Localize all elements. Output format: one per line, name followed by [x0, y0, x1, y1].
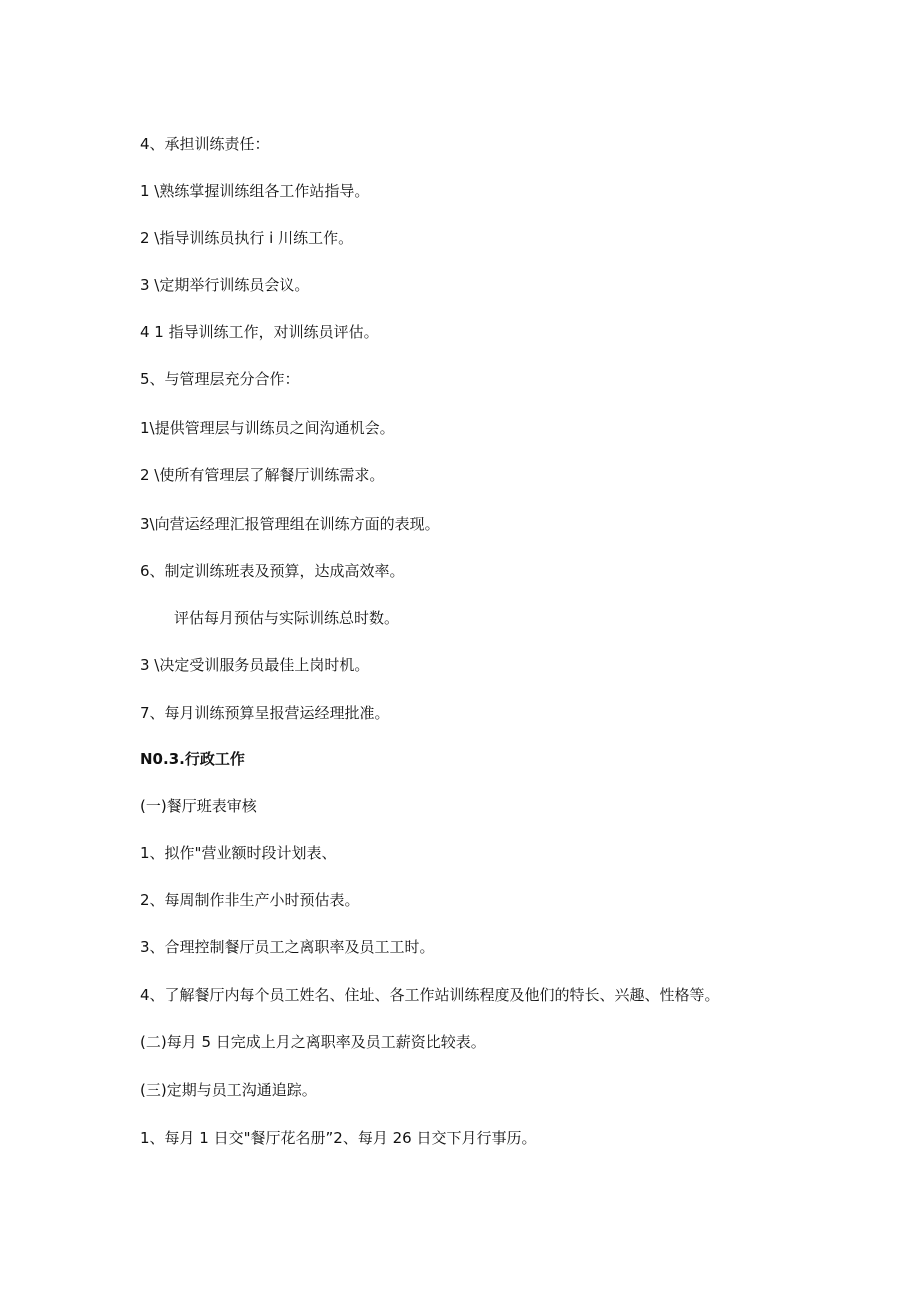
list-item: 2 \指导训练员执行 i 川练工作。 [140, 229, 354, 247]
subsection-heading: (一)餐厅班表审核 [140, 797, 257, 815]
section-4-heading: 4、承担训练责任： [140, 135, 270, 153]
list-item: 评估每月预估与实际训练总时数。 [174, 609, 400, 627]
list-item: 3 \决定受训服务员最佳上岗时机。 [140, 656, 370, 674]
list-item: 3\向营运经理汇报管理组在训练方面的表现。 [140, 515, 440, 533]
list-item: 1\提供管理层与训练员之间沟通机会。 [140, 419, 395, 437]
section-title-admin: N0.3.行政工作 [140, 750, 245, 768]
section-7-heading: 7、每月训练预算呈报营运经理批准。 [140, 704, 390, 722]
list-item: 1、每月 1 日交"餐厅花名册”2、每月 26 日交下月行事历。 [140, 1129, 537, 1147]
section-6-heading: 6、制定训练班表及预算，达成高效率。 [140, 562, 405, 580]
list-item: 4、了解餐厅内每个员工姓名、住址、各工作站训练程度及他们的特长、兴趣、性格等。 [140, 986, 720, 1004]
subsection-heading: (三)定期与员工沟通追踪。 [140, 1081, 317, 1099]
list-item: 2、每周制作非生产小时预估表。 [140, 891, 360, 909]
list-item: 1、拟作"营业额时段计划表、 [140, 844, 337, 862]
list-item: 4 1 指导训练工作，对训练员评估。 [140, 323, 379, 341]
list-item: 2 \使所有管理层了解餐厅训练需求。 [140, 466, 385, 484]
list-item: 1 \熟练掌握训练组各工作站指导。 [140, 182, 370, 200]
section-5-heading: 5、与管理层充分合作： [140, 370, 300, 388]
subsection-heading: (二)每月 5 日完成上月之离职率及员工薪资比较表。 [140, 1033, 486, 1051]
list-item: 3、合理控制餐厅员工之离职率及员工工时。 [140, 938, 435, 956]
list-item: 3 \定期举行训练员会议。 [140, 276, 310, 294]
